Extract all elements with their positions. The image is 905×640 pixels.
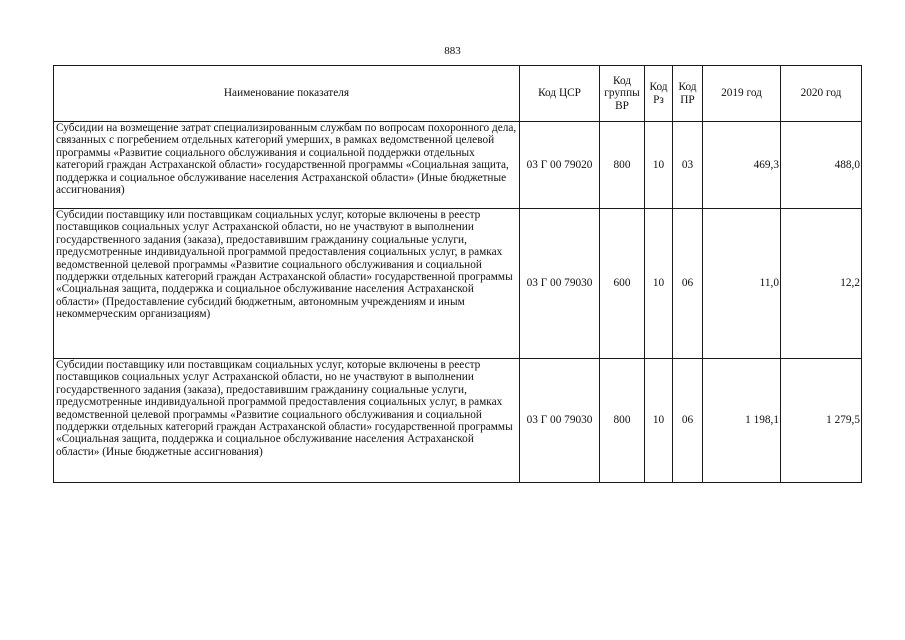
header-year-2019: 2019 год — [703, 66, 781, 122]
row-amount-2020: 488,0 — [781, 122, 862, 209]
row-amount-2019: 469,3 — [703, 122, 781, 209]
row-amount-2020: 1 279,5 — [781, 359, 862, 483]
table-row — [54, 209, 862, 359]
header-name: Наименование показателя — [54, 66, 520, 122]
header-csr-code: Код ЦСР — [520, 66, 600, 122]
header-year-2020: 2020 год — [781, 66, 862, 122]
row-csr-code: 03 Г 00 79020 — [520, 122, 600, 209]
row-pr-code: 03 — [673, 122, 703, 209]
header-pr-code: Код ПР — [673, 66, 703, 122]
table-row — [54, 122, 862, 209]
row-amount-2020: 12,2 — [781, 209, 862, 359]
row-vr-code: 800 — [600, 122, 645, 209]
table-header-row — [54, 66, 862, 122]
row-vr-code: 800 — [600, 359, 645, 483]
row-name: Субсидии на возмещение затрат специализированным службам по вопросам похоронного дела, связанных с погребением отдельных категорий умерших, в рамках ведомственной целевой программы «Развитие социального обслуживания и социальной поддержки отдельных категорий граждан Астраханской области» государственной программы «Социальная защита, поддержка и социальное обслуживание населения Астраханской области» (Иные бюджетные ассигнования) — [54, 122, 520, 209]
row-amount-2019: 1 198,1 — [703, 359, 781, 483]
row-rz-code: 10 — [645, 359, 673, 483]
budget-table — [53, 65, 862, 483]
header-vr-code: Код группы ВР — [600, 66, 645, 122]
header-rz-code: Код Рз — [645, 66, 673, 122]
row-pr-code: 06 — [673, 359, 703, 483]
row-csr-code: 03 Г 00 79030 — [520, 209, 600, 359]
row-amount-2019: 11,0 — [703, 209, 781, 359]
page-number: 883 — [444, 45, 461, 57]
row-name: Субсидии поставщику или поставщикам социальных услуг, которые включены в реестр поставщиков социальных услуг Астраханской области, но не участвуют в выполнении государственного задания (заказа), предоставившим гражданину социальные услуги, предусмотренные индивидуальной программой предоставления социальных услуг, в рамках ведомственной целевой программы «Развитие социального обслуживания и социальной поддержки отдельных категорий граждан Астраханской области» государственной программы «Социальная защита, поддержка и социальное обслуживание населения Астраханской области» (Иные бюджетные ассигнования) — [54, 359, 520, 483]
row-csr-code: 03 Г 00 79030 — [520, 359, 600, 483]
row-rz-code: 10 — [645, 122, 673, 209]
row-pr-code: 06 — [673, 209, 703, 359]
row-vr-code: 600 — [600, 209, 645, 359]
row-name: Субсидии поставщику или поставщикам социальных услуг, которые включены в реестр поставщиков социальных услуг Астраханской области, но не участвуют в выполнении государственного задания (заказа), предоставившим гражданину социальные услуги, предусмотренные индивидуальной программой предоставления социальных услуг, в рамках ведомственной целевой программы «Развитие социального обслуживания и социальной поддержки отдельных категорий граждан Астраханской области» государственной программы «Социальная защита, поддержка и социальное обслуживание населения Астраханской области» (Предоставление субсидий бюджетным, автономным учреждениям и иным некоммерческим организациям) — [54, 209, 520, 359]
row-rz-code: 10 — [645, 209, 673, 359]
table-row — [54, 359, 862, 483]
